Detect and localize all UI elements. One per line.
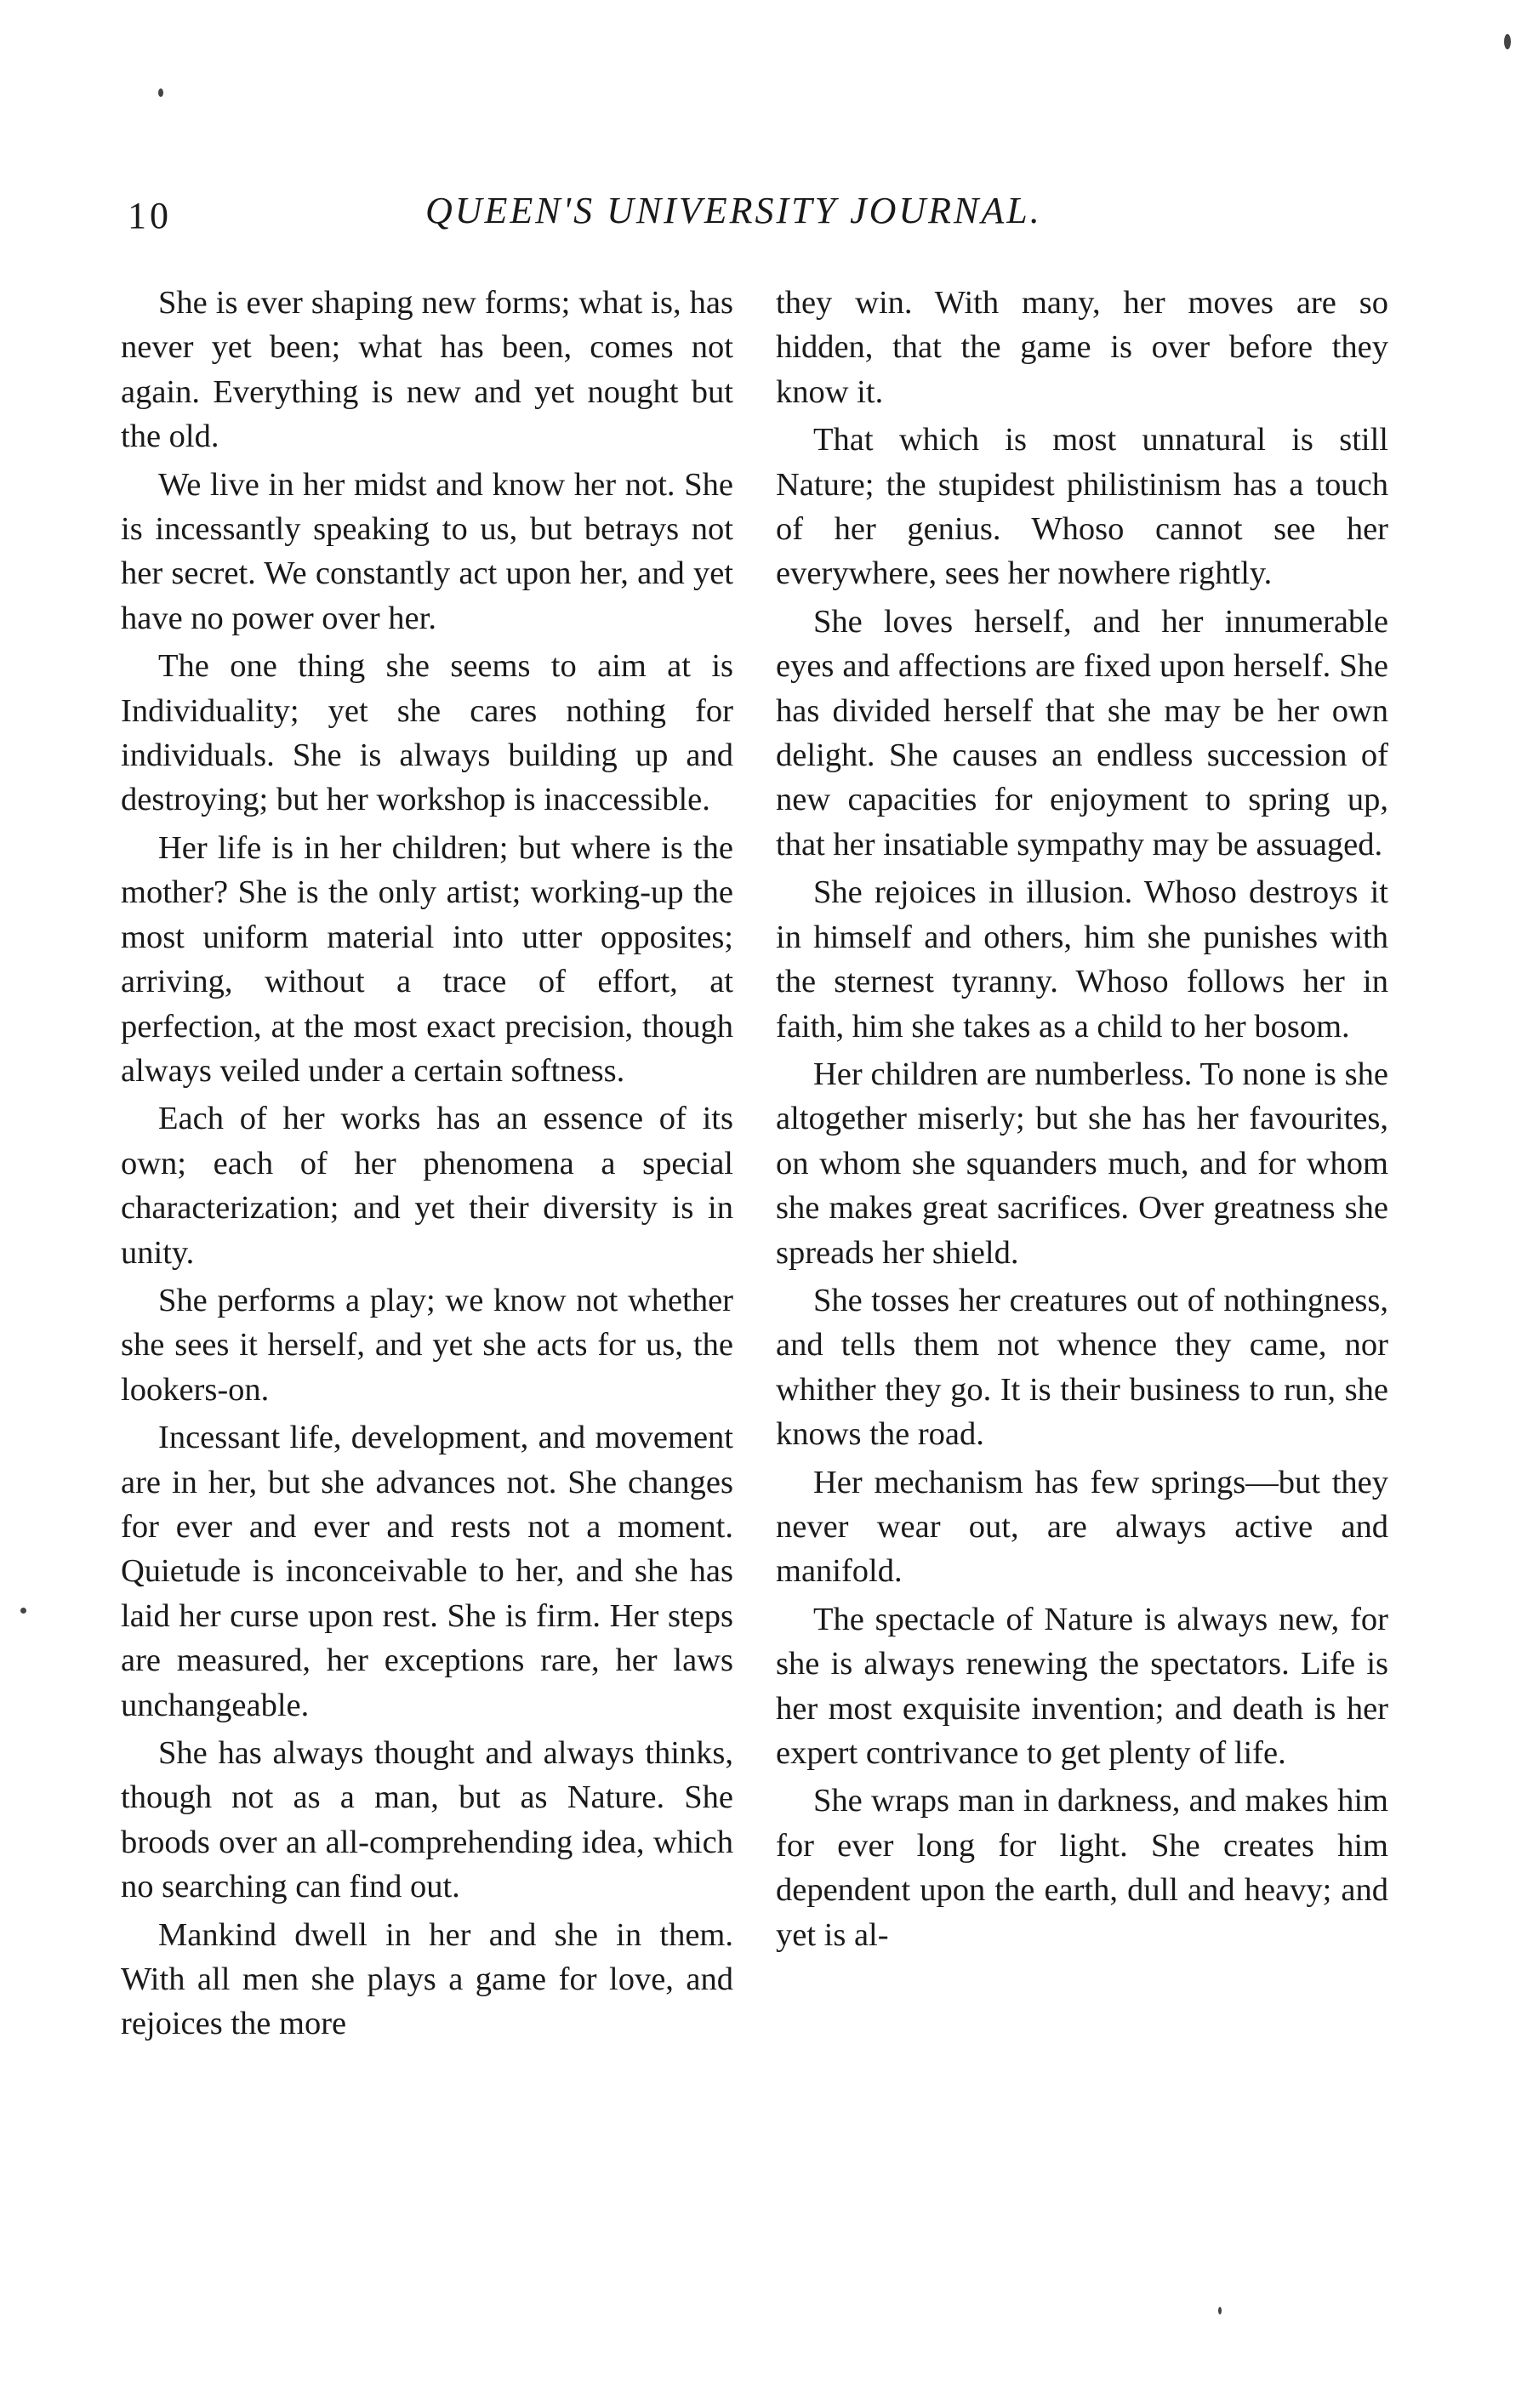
paragraph: She rejoices in illusion. Whoso destroys it in himself and others, him she punishes with the sternest tyranny. Whoso follows her in faith, him she takes as a child to her bosom.: [776, 874, 1388, 1045]
paragraph: She performs a play; we know not whether she sees it herself, and yet she acts for us, the lookers-on.: [121, 1282, 733, 1408]
paragraph-continuation: they win. With many, her moves are so hidden, that the game is over before they know it.: [776, 285, 1388, 410]
paragraph: She tosses her creatures out of nothingness, and tells them not whence they came, nor whither they go. It is their business to run, she knows the road.: [776, 1282, 1388, 1453]
print-speck: [1504, 34, 1511, 49]
paragraph: The spectacle of Nature is always new, for she is always renewing the spectators. Life is her most exquisite invention; and death is her expert contrivance to get plenty of life.: [776, 1601, 1388, 1771]
paragraph: Mankind dwell in her and she in them. With all men she plays a game for love, and rejoices the more: [121, 1916, 733, 2042]
paragraph: That which is most unnatural is still Nature; the stupidest philistinism has a touch of her genius. Whoso cannot see her everywhere, sees her nowhere rightly.: [776, 422, 1388, 592]
print-speck: [1218, 2307, 1222, 2314]
paragraph: We live in her midst and know her not. She is incessantly speaking to us, but betrays not her secret. We constantly act upon her, and yet have no power over her.: [121, 466, 733, 636]
paragraph: The one thing she seems to aim at is Individuality; yet she cares nothing for individuals. She is always building up and destroying; but her workshop is inaccessible.: [121, 648, 733, 818]
paragraph: She has always thought and always thinks, though not as a man, but as Nature. She broods over an all-comprehending idea, which no searching can find out.: [121, 1735, 733, 1905]
print-speck: [158, 88, 163, 97]
running-title: QUEEN'S UNIVERSITY JOURNAL.: [425, 190, 1042, 231]
paragraph: Incessant life, development, and movement are in her, but she advances not. She changes for ever and ever and rests not a moment. Quietude is inconceivable to her, and she has laid her curse upon rest. She is firm. Her steps are measured, her exceptions rare, her laws unchangeable.: [121, 1420, 733, 1723]
paragraph: She is ever shaping new forms; what is, has never yet been; what has been, comes not again. Everything is new and yet nought but the old.: [121, 285, 733, 455]
print-speck: [20, 1608, 26, 1614]
paragraph: Her life is in her children; but where is the mother? She is the only artist; working-up the most uniform material into utter opposites; arriving, without a trace of effort, at perfection, at the most exact precision, though always veiled under a certain softness.: [121, 829, 733, 1089]
paragraph: She loves herself, and her innumerable eyes and affections are fixed upon herself. She has divided herself that she may be her own delight. She causes an endless succession of new capacities for enjoyment to spring up, that her insatiable sympathy may be assuaged.: [776, 603, 1388, 862]
right-column: [776, 281, 1388, 1961]
left-column: [121, 281, 733, 2050]
paragraph: Her children are numberless. To none is she altogether miserly; but she has her favourites, on whom she squanders much, and for whom she makes great sacrifices. Over greatness she spreads her shield.: [776, 1056, 1388, 1271]
paragraph: She wraps man in darkness, and makes him for ever long for light. She creates him dependent upon the earth, dull and heavy; and yet is al-: [776, 1783, 1388, 1953]
paragraph: Her mechanism has few springs—but they never wear out, are always active and manifold.: [776, 1464, 1388, 1590]
page-number: 10: [128, 195, 172, 236]
paragraph: Each of her works has an essence of its own; each of her phenomena a special characterization; and yet their diversity is in unity.: [121, 1101, 733, 1271]
